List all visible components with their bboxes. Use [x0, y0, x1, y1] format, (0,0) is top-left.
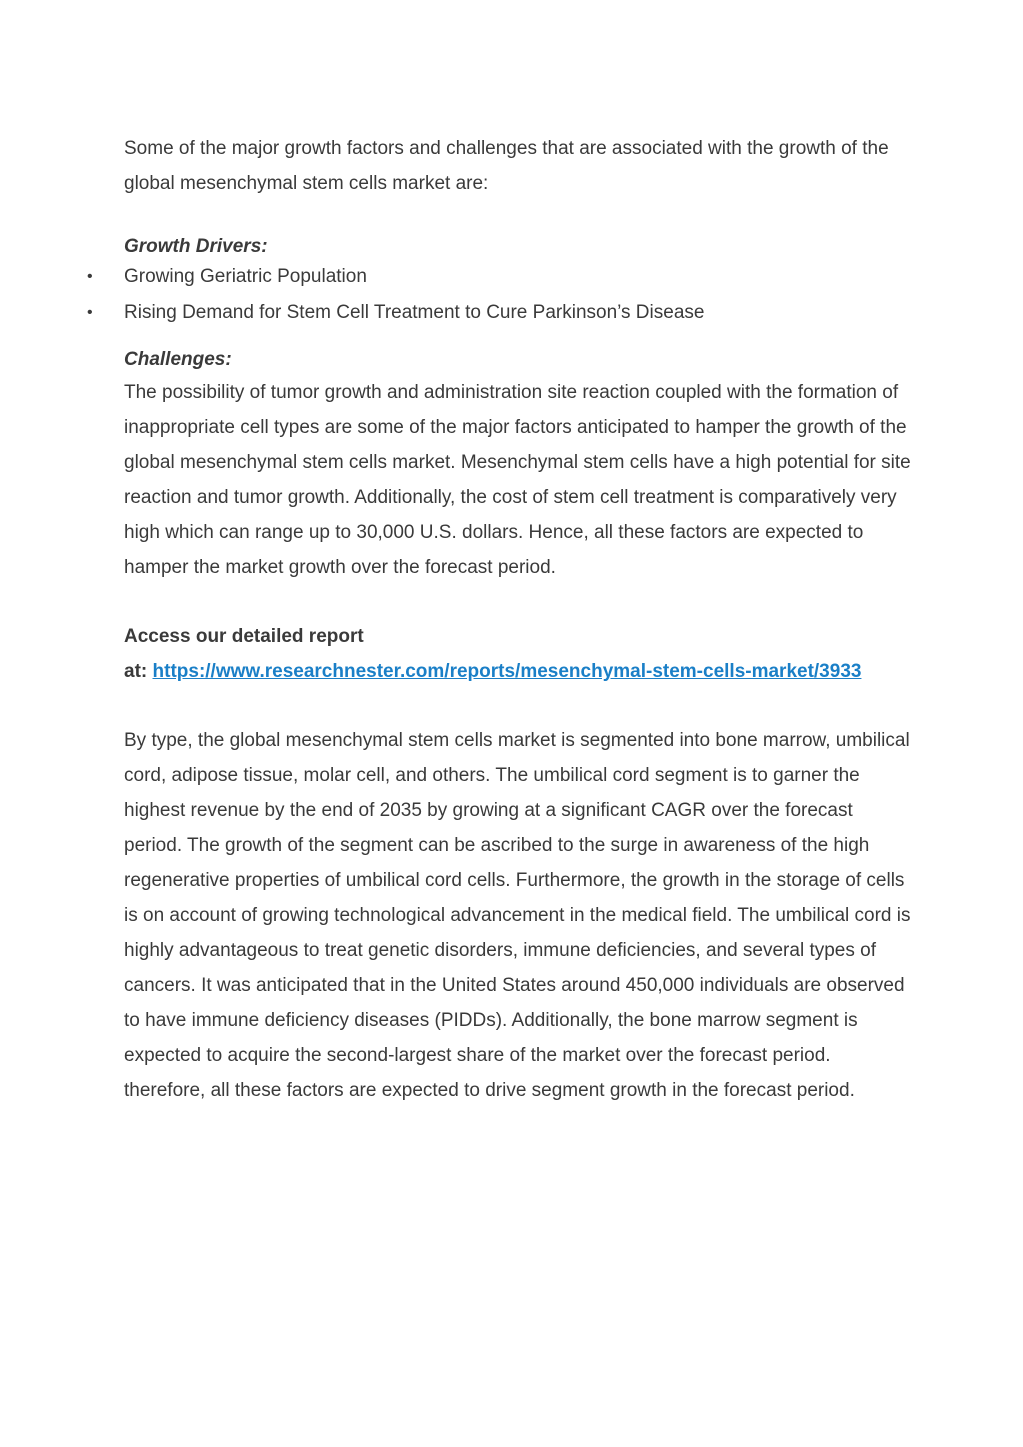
access-report-label: Access our detailed report: [124, 626, 364, 647]
growth-drivers-heading: Growth Drivers:: [124, 236, 268, 257]
challenges-heading: Challenges:: [124, 349, 232, 370]
growth-drivers-list: [87, 259, 914, 331]
report-link[interactable]: https://www.researchnester.com/reports/mesenchymal-stem-cells-market/3933: [152, 661, 862, 682]
list-item: [87, 259, 914, 295]
list-item: [87, 295, 914, 331]
bullet-icon: •: [87, 268, 93, 285]
access-report-prefix: at:: [124, 661, 148, 682]
intro-paragraph: Some of the major growth factors and challenges that are associated with the growth of the global mesenchymal stem cells market are:: [124, 138, 889, 194]
access-report-block: [124, 619, 914, 689]
document-content: [87, 131, 914, 1108]
challenges-paragraph: The possibility of tumor growth and administration site reaction coupled with the formation of inappropriate cell types are some of the major factors anticipated to hamper the growth of the global mesenchymal stem cells market. Mesenchymal stem cells have a high potential for site reaction and tumor growth. Additionally, the cost of stem cell treatment is comparatively very high which can range up to 30,000 U.S. dollars. Hence, all these factors are expected to hamper the market growth over the forecast period.: [124, 382, 911, 578]
segment-paragraph: By type, the global mesenchymal stem cells market is segmented into bone marrow, umbilical cord, adipose tissue, molar cell, and others. The umbilical cord segment is to garner the highest revenue by the end of 2035 by growing at a significant CAGR over the forecast period. The growth of the segment can be ascribed to the surge in awareness of the high regenerative properties of umbilical cord cells. Furthermore, the growth in the storage of cells is on account of growing technological advancement in the medical field. The umbilical cord is highly advantageous to treat genetic disorders, immune deficiencies, and several types of cancers. It was anticipated that in the United States around 450,000 individuals are observed to have immune deficiency diseases (PIDDs). Additionally, the bone marrow segment is expected to acquire the second-largest share of the market over the forecast period. therefore, all these factors are expected to drive segment growth in the forecast period.: [124, 730, 911, 1101]
list-item-text: Rising Demand for Stem Cell Treatment to Cure Parkinson’s Disease: [124, 302, 705, 323]
bullet-icon: •: [87, 304, 93, 321]
list-item-text: Growing Geriatric Population: [124, 266, 367, 287]
access-report-link-line: [124, 654, 914, 689]
